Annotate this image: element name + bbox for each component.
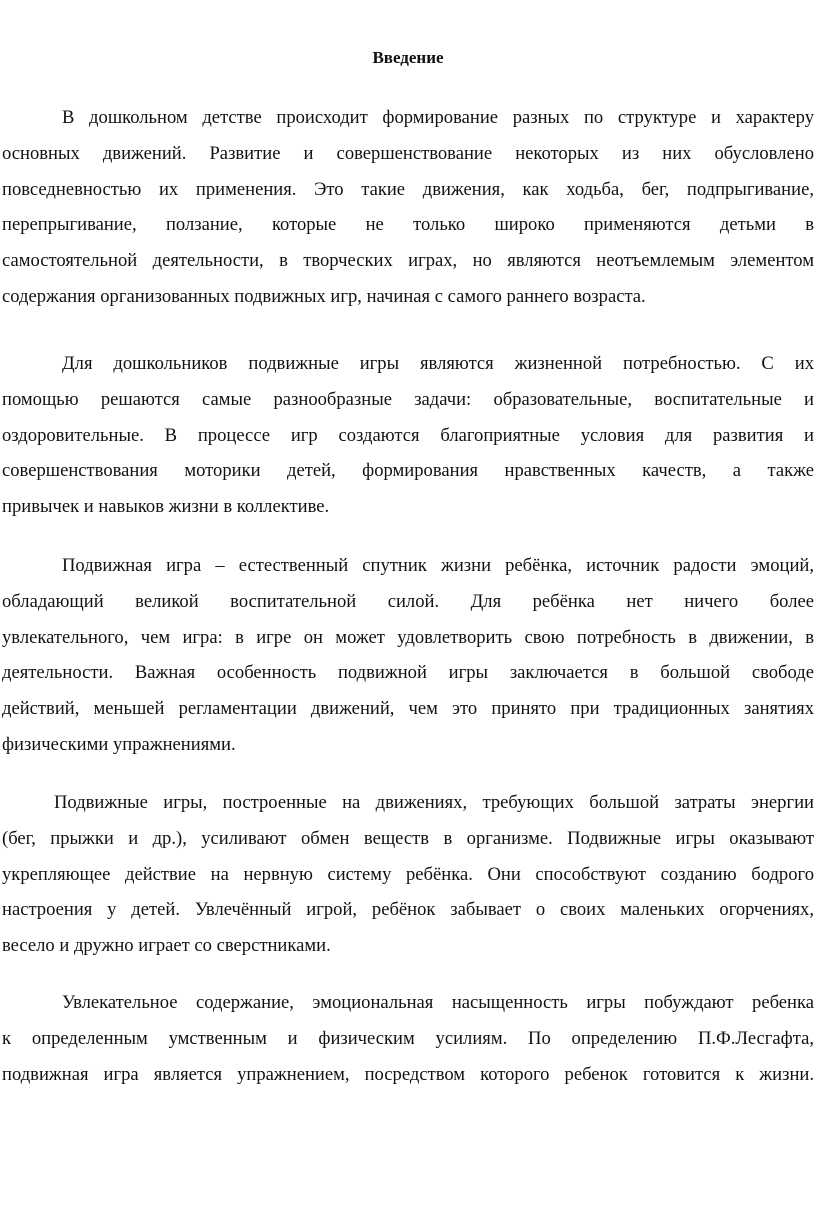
paragraph-5 [0,985,814,1092]
paragraph-line: основных движений. Развитие и совершенствование некоторых из них обусловлено [2,142,814,164]
paragraph-line: помощью решаются самые разнообразные задачи: образовательные, воспитательные и [2,388,814,410]
paragraph-line: Увлекательное содержание, эмоциональная насыщенность игры побуждают ребенка [62,992,814,1013]
paragraph-line: перепрыгивание, ползание, которые не только широко применяются детьми в [2,214,814,236]
paragraph-line: к определенным умственным и физическим усилиям. По определению П.Ф.Лесгафта, [2,1027,814,1049]
paragraph-line: (бег, прыжки и др.), усиливают обмен веществ в организме. Подвижные игры оказывают [2,827,814,849]
paragraph-line: оздоровительные. В процессе игр создаются благоприятные условия для развития и [2,424,814,446]
paragraph-line: Подвижные игры, построенные на движениях, требующих большой затраты энергии [54,792,814,813]
paragraph-4 [0,785,814,964]
paragraph-line: самостоятельной деятельности, в творческих играх, но являются неотъемлемым элементом [2,250,814,272]
paragraph-line: Для дошкольников подвижные игры являются жизненной потребностью. С их [62,353,814,374]
paragraph-1 [0,100,814,315]
paragraph-3 [0,548,814,763]
paragraph-line: Подвижная игра – естественный спутник жизни ребёнка, источник радости эмоций, [62,555,814,576]
paragraph-line: настроения у детей. Увлечённый игрой, ребёнок забывает о своих маленьких огорчениях, [2,899,814,921]
paragraph-line: В дошкольном детстве происходит формирование разных по структуре и характеру [62,107,814,128]
paragraph-line: подвижная игра является упражнением, посредством которого ребенок готовится к жизни. [2,1063,814,1085]
paragraph-line: действий, меньшей регламентации движений, чем это принято при традиционных занятиях [2,698,814,720]
paragraph-line: содержания организованных подвижных игр, начиная с самого раннего возраста. [2,285,646,307]
paragraph-line: укрепляющее действие на нервную систему ребёнка. Они способствуют созданию бодрого [2,863,814,885]
paragraph-line: повседневностью их применения. Это такие движения, как ходьба, бег, подпрыгивание, [2,178,814,200]
paragraph-line: привычек и навыков жизни в коллективе. [2,496,330,518]
paragraph-line: деятельности. Важная особенность подвижной игры заключается в большой свободе [2,662,814,684]
document-title: Введение [372,48,444,67]
paragraph-line: обладающий великой воспитательной силой. Для ребёнка нет ничего более [2,590,814,612]
paragraph-line: физическими упражнениями. [2,733,236,755]
paragraph-2 [0,346,814,525]
paragraph-line: весело и дружно играет со сверстниками. [2,935,331,957]
paragraph-line: совершенствования моторики детей, формирования нравственных качеств, а также [2,460,814,482]
paragraph-line: увлекательного, чем игра: в игре он может удовлетворить свою потребность в движении, в [2,626,814,648]
